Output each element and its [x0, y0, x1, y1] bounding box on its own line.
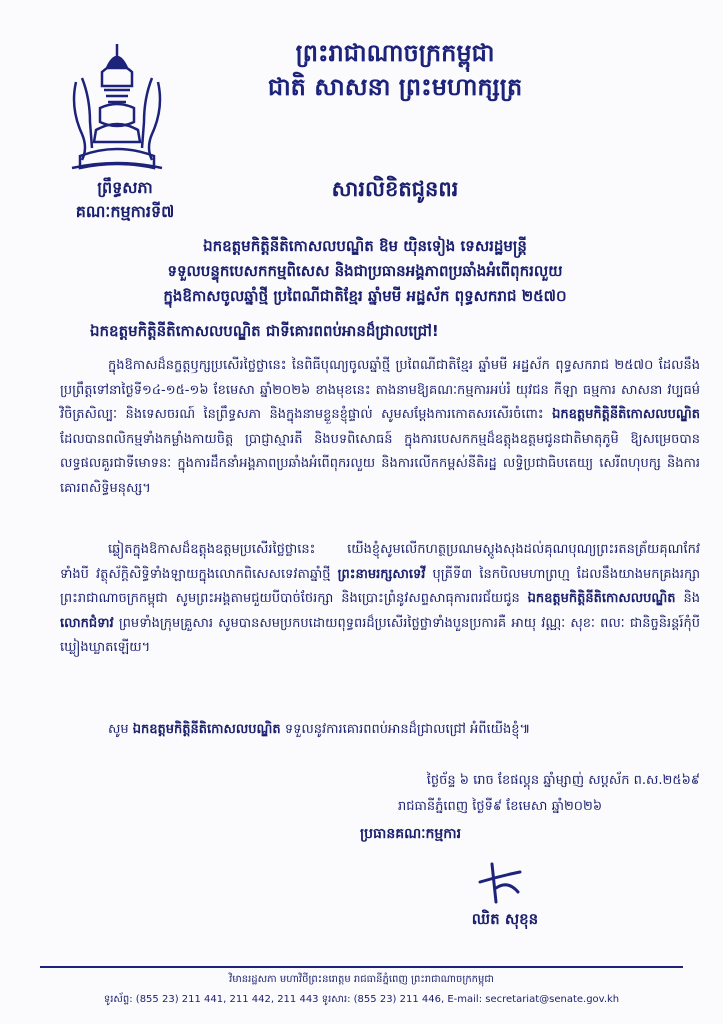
p2-bold-title: ឯកឧត្តមកិត្តិនីតិកោសលបណ្ឌិត — [527, 591, 676, 606]
p2-bold-deity: ព្រះនាមរក្សសាទេវី — [337, 566, 426, 582]
body-paragraph-1 — [60, 354, 700, 501]
body-paragraph-2 — [60, 538, 700, 661]
p3-text-b: ទទួលនូវការគោរពពប់អានដ៏ជ្រាលជ្រៅ អំពីយើងខ្ញុំ៕ — [284, 722, 531, 737]
p2-text-b: បុត្រីទី៣ នៃកបិលមហាព្រហ្ម ដែលនឹងយាងមកគ្រងរក្សាព្រះរាជាណាចក្រកម្ពុជា សូមព្រះអង្គតាមជួយបីបាច់ថែរក្សា និងប្រោះព្រំនូវសព្ទសាធុការពរជ័យជូន — [60, 566, 701, 606]
p1-bold-title: ឯកឧត្តមកិត្តិនីតិកោសលបណ្ឌិត — [552, 407, 700, 422]
salutation: ឯកឧត្តមកិត្តិនីតិកោសលបណ្ឌិត ជាទីគោរពពប់អានដ៏ជ្រាលជ្រៅ! — [90, 322, 439, 340]
subject-line-3: ក្នុងឱកាសចូលឆ្នាំថ្មី ប្រពៃណីជាតិខ្មែរ ឆ្នាំមមី អដ្ឋស័ក ពុទ្ធសករាជ ២៥៧០ — [163, 287, 567, 305]
national-motto: ជាតិ សាសនា ព្រះមហាក្សត្រ — [267, 73, 523, 101]
signer-title: ប្រធានគណៈកម្មការ — [360, 826, 462, 842]
signer-name: ឈិត សុខុន — [471, 910, 539, 928]
institution-name: ព្រឹទ្ធសភា — [97, 178, 153, 197]
p2-text-a: ឆ្លៀតក្នុងឱកាសដ៏ឧត្តុងឧត្តមប្រសើរថ្លៃថ្លានេះ យើងខ្ញុំសូមលើកហត្ថប្រណមស្តូងសុងដល់គុណបុណ្យព្រះរតនត្រ័យគុណកែវទាំងបី វត្ថុស័ក្តិសិទ្ធិទាំងឡាយក្នុងលោកពិសេសទេវតាឆ្នាំថ្មី — [60, 542, 700, 582]
p2-text-c: ព្រមទាំងក្រុមគ្រួសារ សូមបានសមប្រកបដោយពុទ្ធពរដ៏ប្រសើរថ្លៃថ្លាទាំងបួនប្រការគឺ អាយុ វណ្ណៈ សុខៈ ពលៈ ជានិច្ចនិរន្តរ៍កុំបីឃ្លៀងឃ្លាតឡើយ។ — [60, 615, 701, 655]
royal-emblem-icon — [62, 38, 172, 178]
signature-icon — [470, 858, 530, 908]
footer-divider — [40, 966, 683, 968]
body-paragraph-3 — [60, 718, 700, 743]
sender-block — [30, 176, 220, 224]
p3-bold-title: ឯកឧត្តមកិត្តិនីតិកោសលបណ្ឌិត — [132, 722, 281, 737]
p1-text-b: ដែលបានពលិកម្មទាំងកម្លាំងកាយចិត្ត ប្រាជ្ញាស្មារតី និងបទពិសោធន៍ ក្នុងការបេសកកម្មដ៏ឧត្តុងឧត្តមជូនជាតិមាតុភូមិ ឱ្យសម្រេចបានលទ្ធផលគួរជាទីមោទនៈ ក្នុងការដឹកនាំអង្គភាពប្រឆាំងអំពើពុករលួយ និងការលើកកម្ពស់នីតិរដ្ឋ លទ្ធិប្រជាធិបតេយ្យ សេរីពហុបក្ស និងការគោរពសិទ្ធិមនុស្ស។ — [60, 431, 700, 496]
footer-contact: ទូរស័ព្ទ: (855 23) 211 441, 211 442, 211 443 ទូរសារ: (855 23) 211 446, E-mail: secretariat@senate.gov.kh — [103, 994, 620, 1005]
footer-address: វិមានរដ្ឋសភា មហាវិថីព្រះនរោត្តម រាជធានីភ្នំពេញ ព្រះរាជាណាចក្រកម្ពុជា — [229, 974, 494, 985]
p2-bold-spouse: លោកជំទាវ — [60, 615, 114, 631]
subject-line-1: ឯកឧត្តមកិត្តិនីតិកោសលបណ្ឌិត ឱម យ៉ិនទៀង ទេសរដ្ឋមន្ត្រី — [203, 237, 527, 255]
kingdom-heading — [230, 36, 560, 104]
committee-name: គណៈកម្មការទី៧ — [75, 202, 175, 221]
solar-date: រាជធានីភ្នំពេញ ថ្ងៃទី៩ ខែមេសា ឆ្នាំ២០២៦ — [397, 799, 603, 814]
subject-line-2: ទទួលបន្ទុកបេសកកម្មពិសេស និងជាប្រធានអង្គភាពប្រឆាំងអំពើពុករលួយ — [167, 262, 563, 280]
p1-text-a: ក្នុងឱកាសដ៏នក្ខត្តឫក្សប្រសើរថ្លៃថ្លានេះ នៃពិធីបុណ្យចូលឆ្នាំថ្មី ប្រពៃណីជាតិខ្មែរ ឆ្នាំមមី អដ្ឋស័ក ពុទ្ធសករាជ ២៥៧០ ដែលនឹងប្រព្រឹត្តទៅនាថ្ងៃទី១៤-១៥-១៦ ខែមេសា ឆ្នាំ២០២៦ ខាងមុខនេះ តាងនាមឱ្យគណៈកម្មការអប់រំ យុវជន កីឡា ធម្មការ សាសនា វប្បធម៌ វិចិត្រសិល្បៈ និងទេសចរណ៍ នៃព្រឹទ្ធសភា និងក្នុងនាមខ្លួនខ្ញុំផ្ទាល់ សូមសម្តែងការកោតសរសើរចំពោះ — [60, 358, 701, 422]
p2-and: និង — [683, 591, 700, 606]
kingdom-name: ព្រះរាជាណាចក្រកម្ពុជា — [295, 39, 495, 67]
subject-block — [40, 234, 690, 309]
document-title: សារលិខិតជូនពរ — [331, 177, 459, 201]
p3-text-a: សូម — [108, 722, 129, 737]
lunar-date: ថ្ងៃច័ន្ទ ៦ រោច ខែផល្គុន ឆ្នាំម្សាញ់ សប្តស័ក ព.ស.២៥៦៩ — [426, 773, 700, 788]
